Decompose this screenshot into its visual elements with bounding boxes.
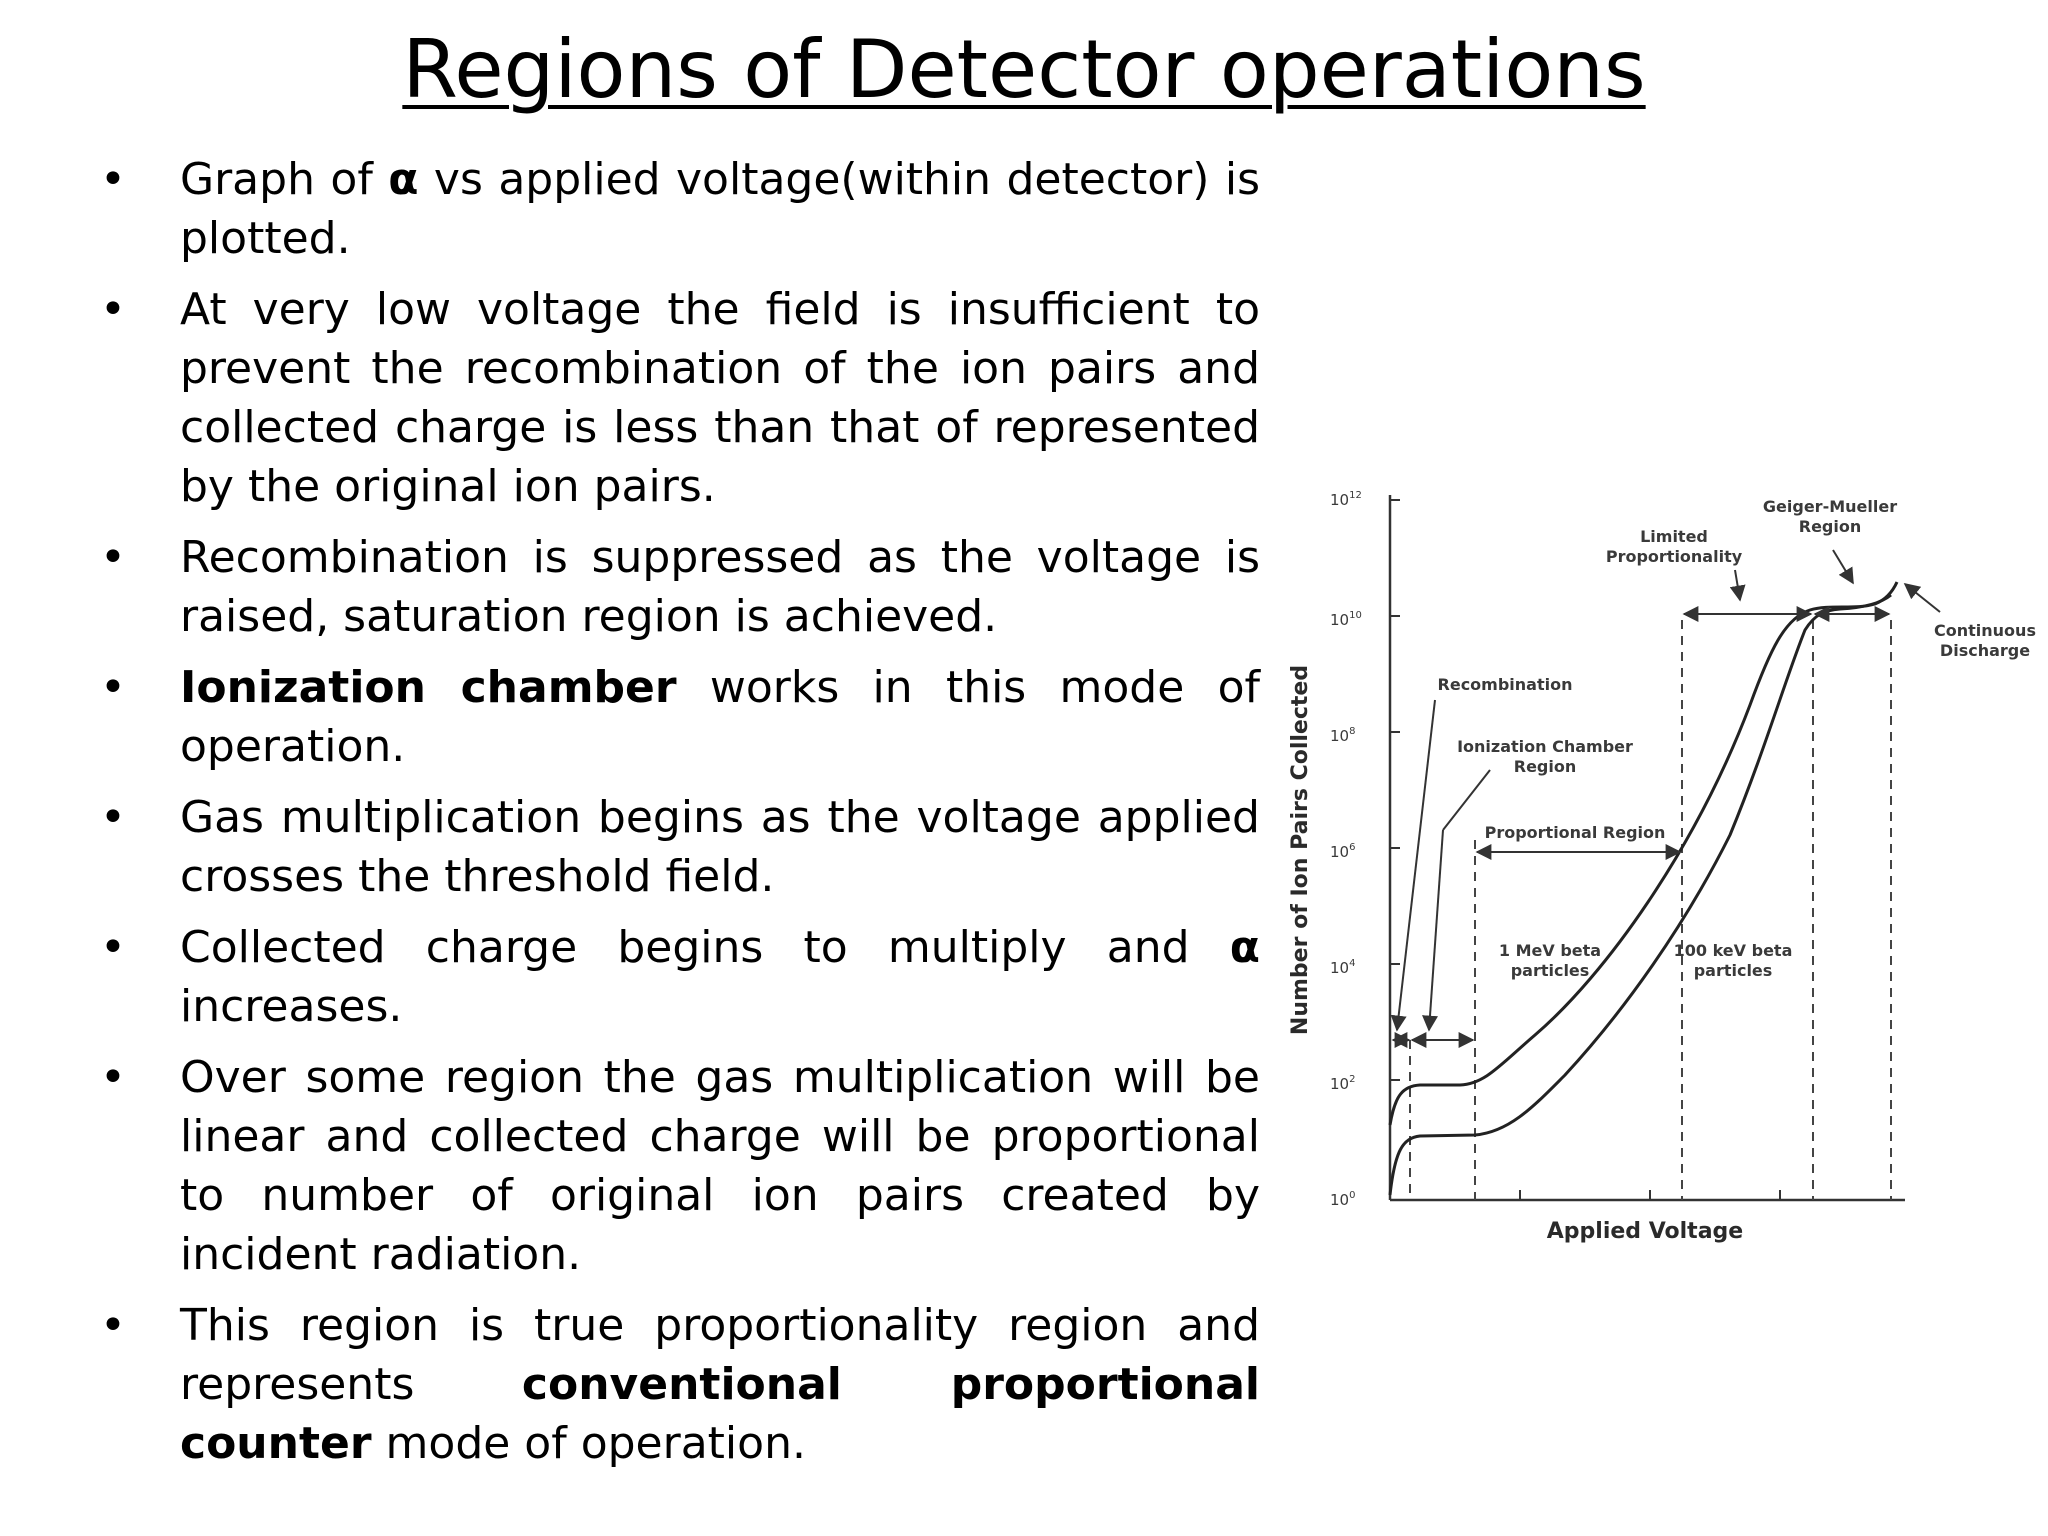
x-axis-label: Applied Voltage — [1546, 1219, 1744, 1244]
bullet-glyph: • — [100, 1052, 126, 1103]
bullet-item — [100, 788, 1260, 906]
bullet-glyph: • — [100, 1300, 126, 1351]
label-100kev-beta: 100 keV beta particles — [1673, 941, 1793, 980]
bullet-list — [100, 150, 1260, 1485]
label-proportional-region: Proportional Region — [1484, 823, 1666, 842]
text-run: works in this mode of operation. — [180, 662, 1260, 772]
bullet-glyph: • — [100, 284, 126, 335]
y-tick-label: $10^8$ — [1330, 726, 1356, 745]
bullet-text — [180, 1052, 1260, 1280]
text-run: This region is true proportionality region and represents — [180, 1300, 1260, 1410]
bullet-text — [180, 1300, 1260, 1469]
y-tick-label: $10^2$ — [1330, 1074, 1356, 1093]
bullet-text — [180, 154, 1260, 264]
text-run: Collected charge begins to multiply and — [180, 922, 1230, 973]
bullet-item — [100, 280, 1260, 516]
y-tick-label: $10^0$ — [1330, 1190, 1356, 1209]
bold-text: α — [388, 154, 419, 205]
text-run: Gas multiplication begins as the voltage applied crosses the threshold field. — [180, 792, 1260, 902]
y-tick-marks — [1390, 500, 1400, 1080]
bullet-text — [180, 792, 1260, 902]
bullet-text — [180, 284, 1260, 512]
y-tick-label: $10^{10}$ — [1330, 610, 1362, 629]
bullet-item — [100, 150, 1260, 268]
limited-pointer-arrow — [1735, 570, 1740, 600]
bullet-item — [100, 528, 1260, 646]
bold-text: Ionization chamber — [180, 662, 677, 713]
bullet-item — [100, 658, 1260, 776]
bullet-glyph: • — [100, 154, 126, 205]
bullet-item — [100, 1048, 1260, 1284]
x-tick-marks — [1520, 1190, 1780, 1200]
bold-text: conventional proportional counter — [180, 1359, 1261, 1469]
text-run: Graph of — [180, 154, 389, 205]
bullet-glyph: • — [100, 792, 126, 843]
label-geiger-mueller: Geiger-Mueller Region — [1762, 497, 1898, 536]
bullet-item — [100, 1296, 1260, 1473]
text-run: At very low voltage the field is insufficient to prevent the recombination of the ion pairs and collected charge is less than that of represented by the original ion pairs. — [180, 284, 1260, 512]
ion-chamber-arrow — [1443, 770, 1490, 830]
text-run: Recombination is suppressed as the voltage is raised, saturation region is achieved. — [180, 532, 1260, 642]
bullet-text — [180, 922, 1260, 1032]
bullet-text — [180, 532, 1260, 642]
text-run: mode of operation. — [371, 1418, 806, 1469]
y-tick-label: $10^4$ — [1330, 958, 1356, 977]
continuous-discharge-arrow — [1905, 584, 1940, 612]
curve-1mev-beta — [1390, 582, 1897, 1125]
slide-title: Regions of Detector operations — [402, 23, 1646, 116]
label-recombination: Recombination — [1437, 675, 1573, 694]
bullet-glyph: • — [100, 532, 126, 583]
detector-regions-diagram — [1285, 480, 2045, 1260]
label-continuous-discharge: Continuous Discharge — [1934, 621, 2036, 660]
region-boundaries — [1410, 620, 1891, 1200]
label-1mev-beta: 1 MeV beta particles — [1498, 941, 1602, 980]
recombination-arrow — [1397, 700, 1435, 1030]
label-limited-proportionality: Limited Proportionality — [1605, 527, 1743, 566]
ion-chamber-arrow-lower — [1429, 830, 1443, 1030]
text-run: vs applied voltage(within detector) is plotted. — [180, 154, 1260, 264]
y-tick-label: $10^6$ — [1330, 842, 1356, 861]
text-run: Over some region the gas multiplication will be linear and collected charge will be proportional to number of original ion pairs created by incident radiation. — [180, 1052, 1260, 1280]
y-axis-label: Number of Ion Pairs Collected — [1288, 664, 1313, 1036]
bullet-glyph: • — [100, 922, 126, 973]
text-run: increases. — [180, 981, 403, 1032]
bullet-item — [100, 918, 1260, 1036]
bold-text: α — [1229, 922, 1260, 973]
detector-regions-figure — [1285, 480, 2045, 1260]
y-tick-label: $10^{12}$ — [1330, 490, 1362, 509]
bullet-glyph: • — [100, 662, 126, 713]
geiger-pointer-arrow — [1833, 550, 1853, 583]
label-ionization-chamber: Ionization Chamber Region — [1457, 737, 1633, 776]
y-tick-labels — [1330, 490, 1362, 1209]
bullet-text — [180, 662, 1260, 772]
